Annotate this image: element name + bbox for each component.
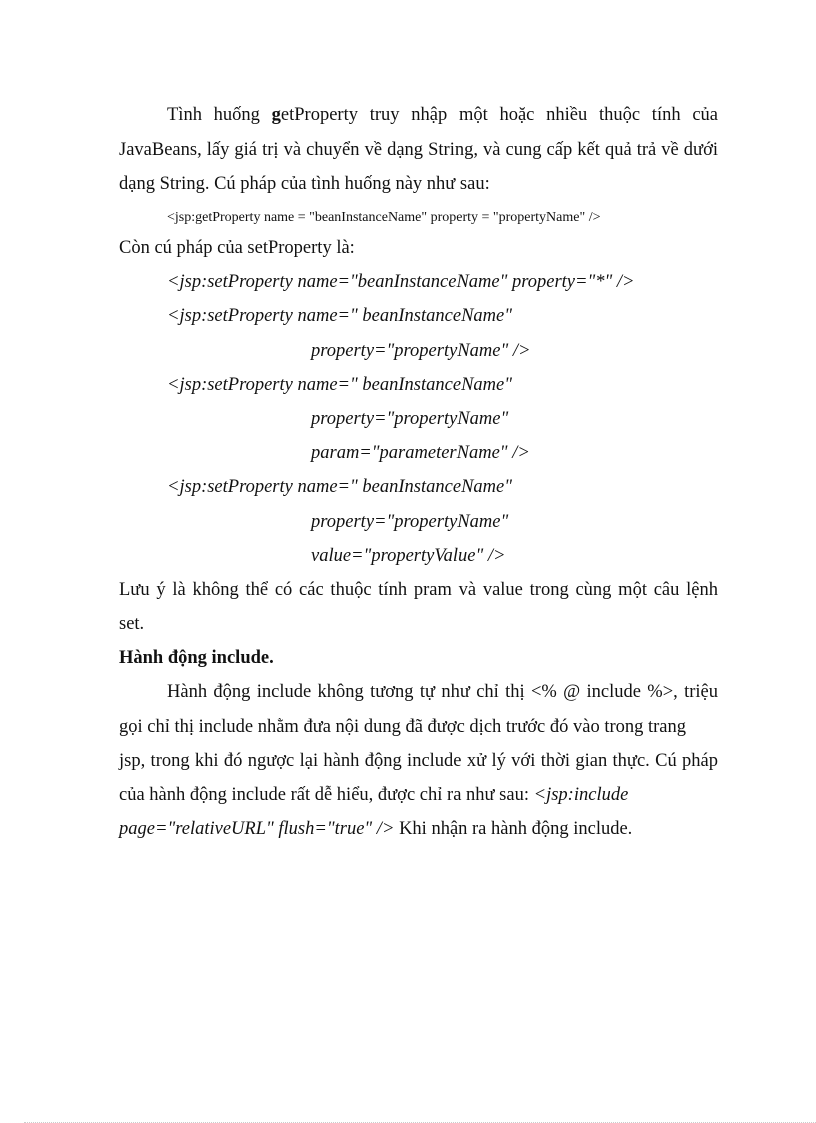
paragraph-1-line-3: dạng String. Cú pháp của tình huống này như sau:: [119, 174, 490, 194]
text-fragment: Tình huống: [167, 105, 272, 125]
setproperty-syntax-line: property="propertyName": [311, 512, 509, 532]
section-heading-include: Hành động include.: [119, 648, 274, 668]
text-fragment: etProperty truy nhập một hoặc nhiều thuộc tính của: [280, 105, 718, 125]
getproperty-syntax: <jsp:getProperty name = "beanInstanceName" property = "propertyName" />: [167, 210, 601, 225]
setproperty-syntax-line: property="propertyName": [311, 409, 509, 429]
setproperty-intro: Còn cú pháp của setProperty là:: [119, 238, 355, 258]
code-fragment: page="relativeURL" flush="true" />: [119, 819, 395, 839]
setproperty-syntax-line: value="propertyValue" />: [311, 546, 506, 566]
setproperty-syntax-line: <jsp:setProperty name=" beanInstanceName": [167, 477, 512, 497]
paragraph-2-line-4: [119, 783, 628, 807]
note-line-2: set.: [119, 614, 145, 634]
paragraph-2-line-3: jsp, trong khi đó ngược lại hành động include xử lý với thời gian thực. Cú pháp: [119, 751, 718, 771]
paragraph-2-line-5: [119, 817, 632, 841]
paragraph-1-line-2: JavaBeans, lấy giá trị và chuyển về dạng String, và cung cấp kết quả trả về dưới: [119, 140, 718, 160]
setproperty-syntax-line: param="parameterName" />: [311, 443, 530, 463]
text-fragment: Khi nhận ra hành động include.: [394, 819, 633, 839]
setproperty-syntax-line: <jsp:setProperty name="beanInstanceName" property="*" />: [167, 272, 635, 292]
setproperty-syntax-line: <jsp:setProperty name=" beanInstanceName": [167, 306, 512, 326]
setproperty-syntax-line: <jsp:setProperty name=" beanInstanceName": [167, 375, 512, 395]
paragraph-2-line-2: gọi chỉ thị include nhằm đưa nội dung đã được dịch trước đó vào trong trang: [119, 717, 687, 737]
bold-fragment: g: [271, 105, 281, 125]
setproperty-syntax-line: property="propertyName" />: [311, 341, 531, 361]
note-line-1: Lưu ý là không thể có các thuộc tính pram và value trong cùng một câu lệnh: [119, 580, 718, 600]
paragraph-1-line-1: [167, 103, 718, 127]
text-fragment: của hành động include rất dễ hiểu, được chỉ ra như sau:: [119, 785, 534, 805]
code-fragment: <jsp:include: [533, 785, 629, 805]
paragraph-2-line-1: Hành động include không tương tự như chỉ thị <% @ include %>, triệu: [167, 682, 718, 702]
